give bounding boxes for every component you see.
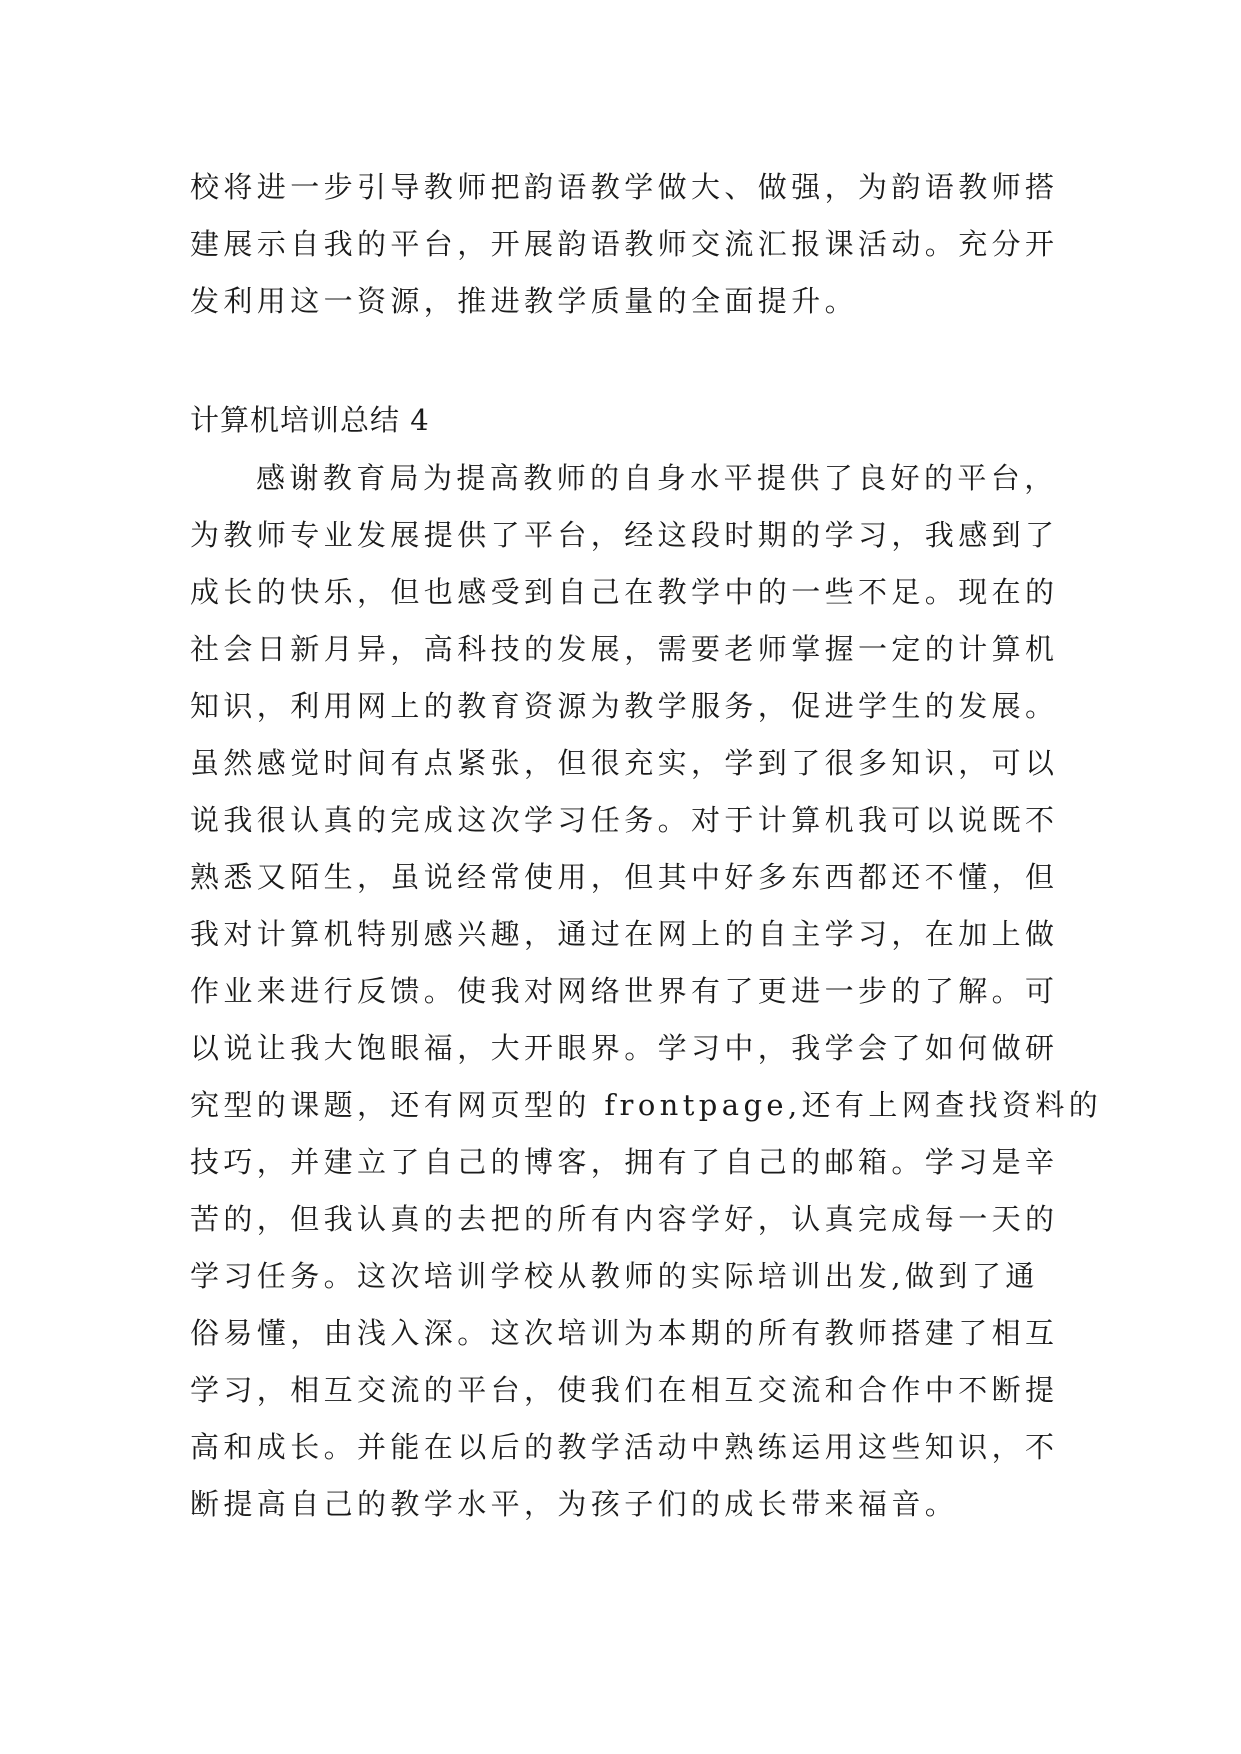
paragraph-line: 作业来进行反馈。使我对网络世界有了更进一步的了解。可	[190, 974, 1059, 1008]
paragraph-line: 俗易懂，由浅入深。这次培训为本期的所有教师搭建了相互	[190, 1316, 1059, 1350]
paragraph-line: 熟悉又陌生，虽说经常使用，但其中好多东西都还不懂，但	[190, 860, 1059, 894]
paragraph-line: 究型的课题，还有网页型的 frontpage,还有上网查找资料的	[190, 1088, 1103, 1122]
paragraph-line: 建展示自我的平台，开展韵语教师交流汇报课活动。充分开	[190, 227, 1059, 261]
paragraph-line: 成长的快乐，但也感受到自己在教学中的一些不足。现在的	[190, 575, 1059, 609]
paragraph-line: 断提高自己的教学水平，为孩子们的成长带来福音。	[190, 1487, 959, 1521]
paragraph-line: 技巧，并建立了自己的博客，拥有了自己的邮箱。学习是辛	[190, 1145, 1059, 1179]
paragraph-line: 以说让我大饱眼福，大开眼界。学习中，我学会了如何做研	[190, 1031, 1059, 1065]
paragraph-line: 我对计算机特别感兴趣，通过在网上的自主学习，在加上做	[190, 917, 1059, 951]
paragraph-line: 苦的，但我认真的去把的所有内容学好，认真完成每一天的	[190, 1202, 1059, 1236]
paragraph-line: 知识，利用网上的教育资源为教学服务，促进学生的发展。	[190, 689, 1059, 723]
paragraph-line: 感谢教育局为提高教师的自身水平提供了良好的平台，	[256, 461, 1058, 495]
paragraph-line: 说我很认真的完成这次学习任务。对于计算机我可以说既不	[190, 803, 1059, 837]
body-paragraph	[190, 450, 1103, 1533]
paragraph-line: 学习，相互交流的平台，使我们在相互交流和合作中不断提	[190, 1373, 1059, 1407]
paragraph-line: 学习任务。这次培训学校从教师的实际培训出发,做到了通	[190, 1259, 1039, 1293]
paragraph-line: 社会日新月异，高科技的发展，需要老师掌握一定的计算机	[190, 632, 1059, 666]
paragraph-line: 校将进一步引导教师把韵语教学做大、做强，为韵语教师搭	[190, 170, 1059, 204]
continuation-paragraph	[190, 159, 1070, 330]
paragraph-line: 高和成长。并能在以后的教学活动中熟练运用这些知识，不	[190, 1430, 1059, 1464]
paragraph-line: 为教师专业发展提供了平台，经这段时期的学习，我感到了	[190, 518, 1059, 552]
paragraph-line: 虽然感觉时间有点紧张，但很充实，学到了很多知识，可以	[190, 746, 1059, 780]
paragraph-line: 发利用这一资源，推进教学质量的全面提升。	[190, 284, 859, 318]
section-heading: 计算机培训总结 4	[190, 403, 430, 437]
